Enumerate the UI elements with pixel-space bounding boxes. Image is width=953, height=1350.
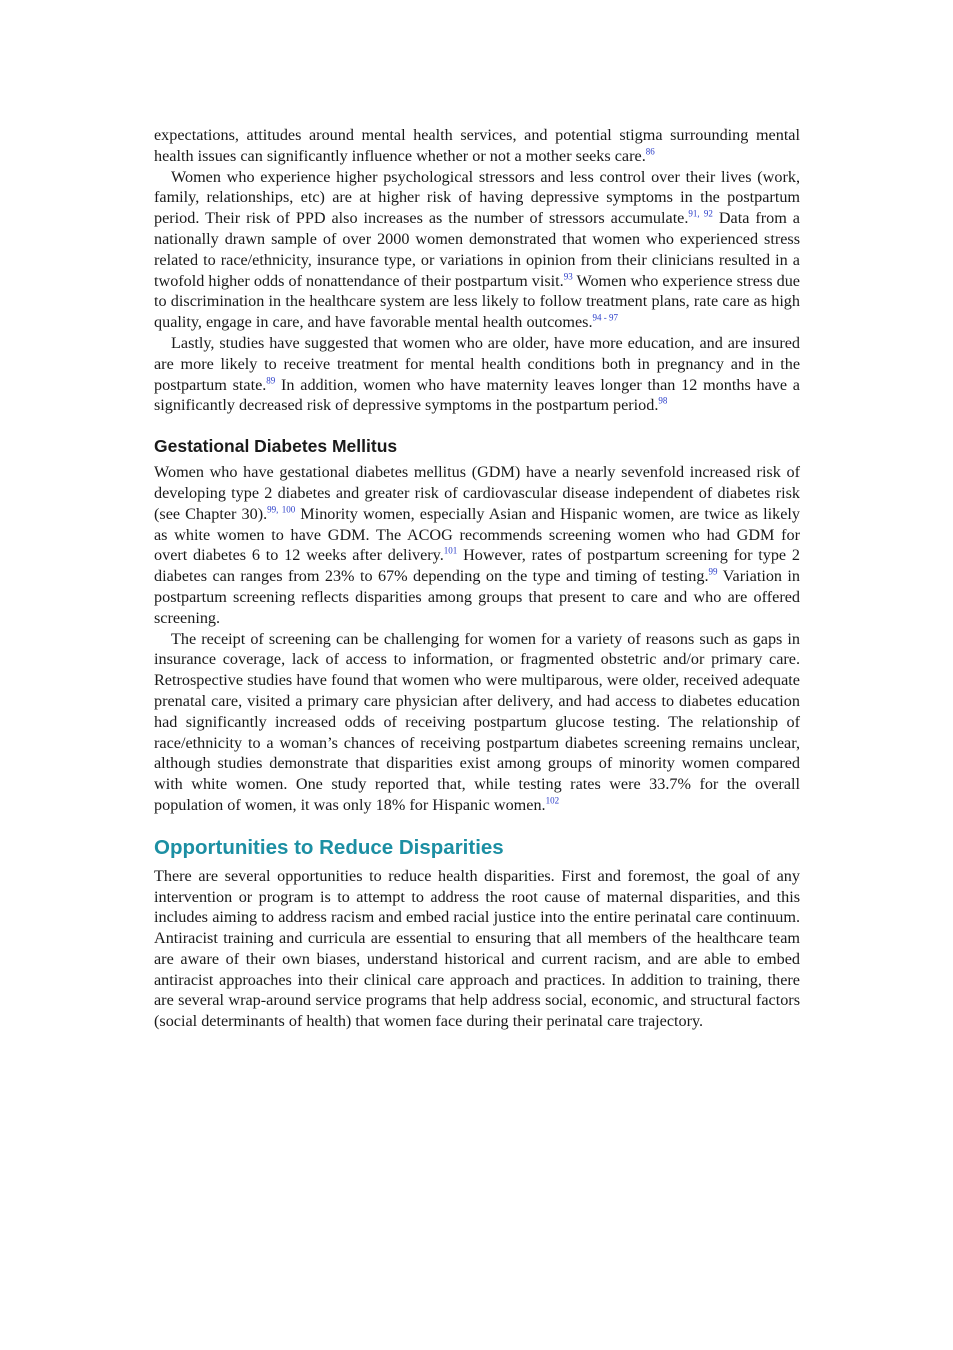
paragraph-text: Lastly, studies have suggested that women who are older, have more education, and are insured are more likely to receive treatment for mental health conditions both in pregnancy and in the postpartum state. (154, 333, 800, 394)
document-page (154, 125, 800, 1032)
paragraph-text: Variation in postpartum screening reflects disparities among groups that present to care and who are offered screening. (154, 567, 801, 627)
paragraph-text: Women who have gestational diabetes mellitus (GDM) have a nearly sevenfold increased risk of developing type 2 diabetes and greater risk of cardiovascular disease independent of diabetes risk (see Chapter 30). (154, 463, 800, 523)
paragraph (154, 866, 800, 1032)
citation-ref[interactable]: 91, 92 (688, 208, 713, 219)
citation-ref[interactable]: 89 (266, 375, 276, 386)
paragraph-text: However, rates of postpartum screening for type 2 diabetes can ranges from 23% to 67% depending on the type and timing of testing. (154, 546, 800, 586)
citation-ref[interactable]: 99 (708, 566, 718, 577)
paragraph-text: In addition, women who have maternity leaves longer than 12 months have a significantly decreased risk of depressive symptoms in the postpartum period. (154, 375, 800, 415)
paragraph-text: expectations, attitudes around mental health services, and potential stigma surrounding mental health issues can significantly influence whether or not a mother seeks care. (154, 126, 800, 165)
paragraph-text: Data from a nationally drawn sample of over 2000 women demonstrated that women who experienced stress related to race/ethnicity, insurance type, or variations in opinion from their clinicians resulted in a twofold higher odds of nonattendance of their postpartum visit. (154, 209, 800, 290)
citation-ref[interactable]: 94 - 97 (592, 312, 619, 323)
citation-ref[interactable]: 102 (545, 795, 560, 806)
main-section-heading: Opportunities to Reduce Disparities (154, 835, 504, 859)
paragraph (154, 167, 800, 333)
section-heading: Gestational Diabetes Mellitus (154, 436, 398, 457)
citation-ref[interactable]: 86 (645, 146, 655, 157)
citation-ref[interactable]: 101 (443, 545, 458, 556)
paragraph-text: Women who experience higher psychological stressors and less control over their lives (work, family, relationships, etc) are at higher risk of having depressive symptoms in the postpartum period. Their risk of PPD also increases as the number of stressors accumulate. (154, 167, 800, 228)
paragraph (154, 629, 800, 816)
paragraph-text: The receipt of screening can be challenging for women for a variety of reasons such as gaps in insurance coverage, lack of access to information, or fragmented obstetric and/or primary care. Retrospective studies have found that women who were multiparous, were older, received adequate prenatal care, visited a primary care physician after delivery, and had access to diabetes education had significantly increased odds of receiving postpartum glucose testing. The relationship of race/ethnicity to a woman’s chances of receiving postpartum diabetes screening remains unclear, although studies demonstrate that disparities exist among groups of minority women compared with white women. One study reported that, while testing rates were 33.7% for the overall population of women, it was only 18% for Hispanic women. (154, 629, 800, 814)
citation-ref[interactable]: 99, 100 (267, 504, 296, 515)
paragraph (154, 333, 800, 416)
paragraph (154, 462, 800, 628)
paragraph-text: Minority women, especially Asian and Hispanic women, are twice as likely as white women to have GDM. The ACOG recommends screening women who had GDM for overt diabetes 6 to 12 weeks after delivery. (154, 504, 800, 565)
paragraph-text: There are several opportunities to reduce health disparities. First and foremost, the goal of any intervention or program is to attempt to address the root cause of maternal disparities, and this includes aiming to address racism and embed racial justice into the entire perinatal care continuum. Antiracist training and curricula are essential to ensuring that all members of the healthcare team are aware of their own biases, understand historical and current racism, and are able to embed antiracist approaches into their clinical care approach and practices. In addition to training, there are several wrap-around service programs that help address social, economic, and structural factors (social determinants of health) that women face during their perinatal care trajectory. (154, 866, 800, 1031)
paragraph (154, 125, 800, 167)
citation-ref[interactable]: 93 (563, 271, 573, 282)
paragraph-text: Women who experience stress due to discrimination in the healthcare system are less likely to follow treatment plans, rate care as high quality, engage in care, and have favorable mental health outcomes. (154, 271, 800, 332)
citation-ref[interactable]: 98 (658, 395, 668, 406)
